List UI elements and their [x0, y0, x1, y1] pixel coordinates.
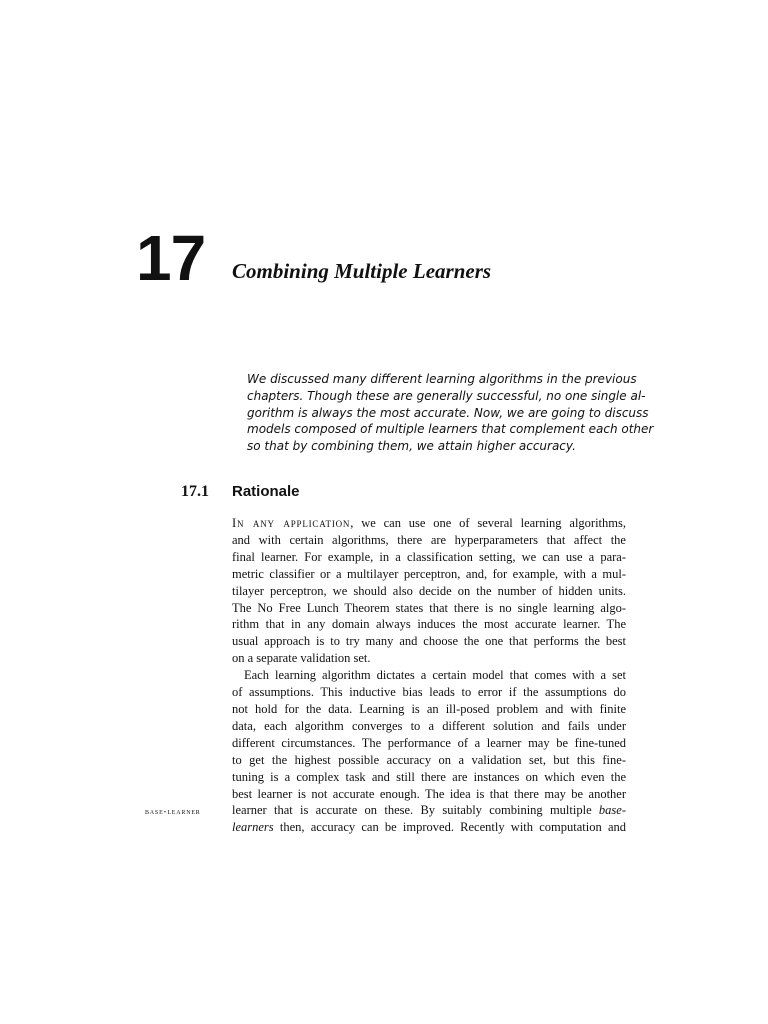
chapter-title: Combining Multiple Learners — [232, 259, 492, 283]
abstract-line: so that by combining them, we attain higher accuracy. — [247, 439, 576, 454]
paragraph-line: usual approach is to try many and choose the one that performs the best — [232, 634, 626, 649]
section-title: Rationale — [232, 483, 300, 500]
paragraph-line: final learner. For example, in a classification setting, we can use a para- — [232, 549, 626, 564]
paragraph-line-text: then, accuracy can be improved. Recently with computation and — [273, 820, 626, 835]
paragraph-line — [232, 819, 626, 836]
chapter-abstract — [247, 371, 654, 455]
paragraph-line: The No Free Lunch Theorem states that there is no single learning algo- — [232, 600, 626, 615]
abstract-line: gorithm is always the most accurate. Now, we are going to discuss — [247, 405, 649, 420]
paragraph-line — [232, 515, 626, 532]
paragraph-line: to get the highest possible accuracy on a validation set, but this fine- — [232, 752, 626, 767]
paragraph-line: data, each algorithm converges to a different solution and fails under — [232, 718, 626, 733]
paragraph-line: Each learning algorithm dictates a certain model that comes with a set — [244, 668, 626, 683]
paragraph-line: different circumstances. The performance of a learner may be fine-tuned — [232, 735, 626, 750]
paragraph-lead: In any application — [232, 516, 351, 530]
body-text — [232, 515, 626, 836]
paragraph-line: metric classifier or a multilayer perceptron, and, for example, with a mul- — [232, 566, 626, 581]
margin-note-term: base-learner — [145, 806, 201, 816]
paragraph-line: of assumptions. This inductive bias leads to error if the assumptions do — [232, 685, 626, 700]
paragraph-line-rest: , we can use one of several learning algorithms, — [350, 516, 626, 530]
section-number: 17.1 — [181, 483, 209, 500]
margin-note — [145, 804, 201, 818]
abstract-line: chapters. Though these are generally successful, no one single al- — [247, 388, 646, 403]
abstract-line: models composed of multiple learners that complement each other — [247, 422, 654, 437]
abstract-line: We discussed many different learning algorithms in the previous — [247, 372, 637, 386]
term-emphasis: base- — [598, 803, 626, 818]
paragraph-line: best learner is not accurate enough. The idea is that there may be another — [232, 786, 626, 801]
paragraph-line: tilayer perceptron, we should also decide on the number of hidden units. — [232, 583, 626, 598]
paragraph-line: rithm that in any domain always induces the most accurate learner. The — [232, 617, 626, 632]
paragraph-line-text: learner that is accurate on these. By suitably combining multiple — [232, 803, 599, 818]
paragraph-line: and with certain algorithms, there are hyperparameters that affect the — [232, 532, 626, 547]
paragraph-line: on a separate validation set. — [232, 651, 371, 666]
term-emphasis: learners — [232, 820, 274, 835]
chapter-number: 17 — [136, 222, 206, 294]
paragraph-line — [232, 802, 626, 819]
paragraph-line: not hold for the data. Learning is an ill-posed problem and with finite — [232, 701, 626, 716]
paragraph-line: tuning is a complex task and still there are instances on which even the — [232, 769, 626, 784]
